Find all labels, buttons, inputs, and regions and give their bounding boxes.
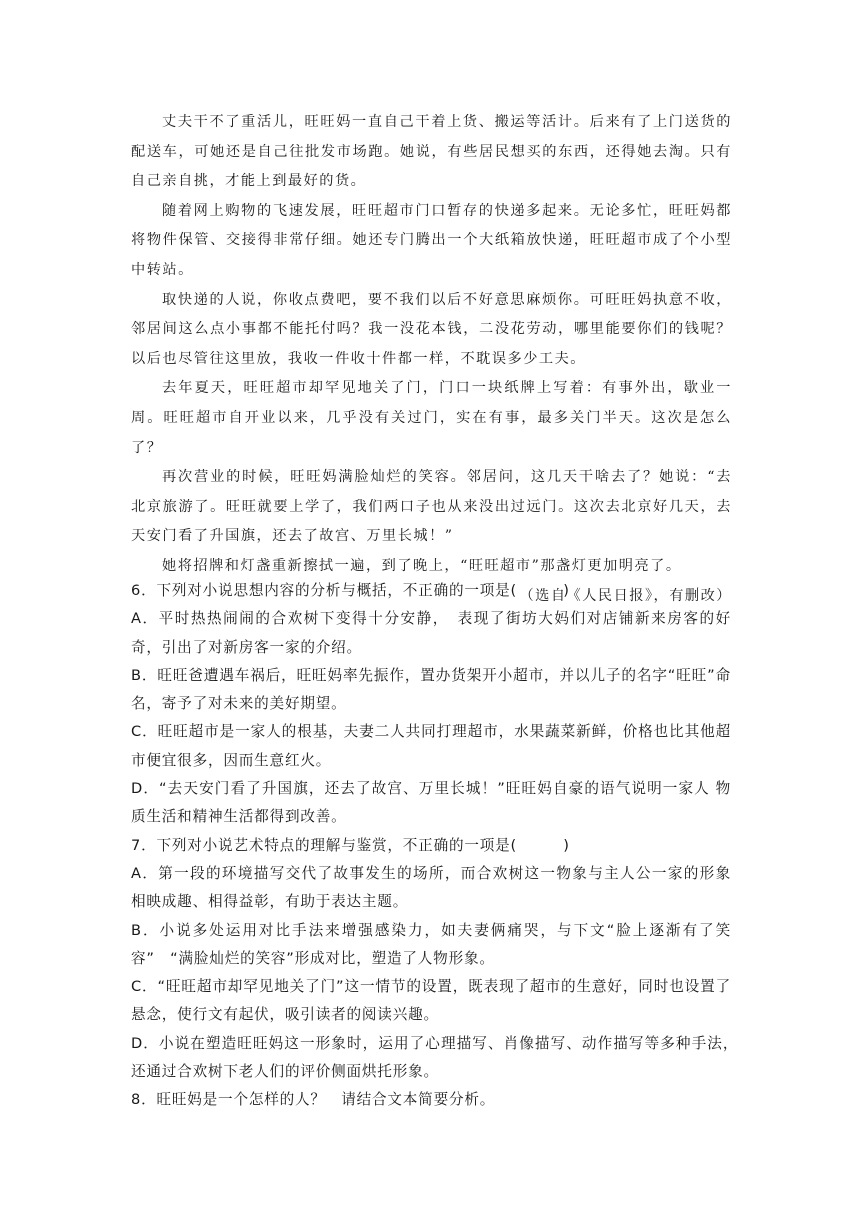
- story-text: [131, 108, 732, 611]
- story-paragraph: 丈夫干不了重活儿，旺旺妈一直自己干着上货、搬运等活计。后来有了上门送货的配送车，可她还是自己往批发市场跑。她说，有些居民想买的东西，还得她去淘。只有自己亲自挑，才能上到最好的货。: [131, 114, 732, 190]
- story-source: （选自《人民日报》，有删改）: [519, 587, 732, 604]
- question-7-option-c: C．“旺旺超市却罕见地关了门”这一情节的设置，既表现了超市的生意好，同时也设置了悬念，使行文有起伏，吸引读者的阅读兴趣。: [131, 978, 731, 1024]
- story-paragraph: 她将招牌和灯盏重新擦拭一遍，到了晚上，“旺旺超市”那盏灯更加明亮了。: [162, 557, 682, 574]
- story-paragraph: 取快递的人说，你收点费吧，要不我们以后不好意思麻烦你。可旺旺妈执意不收，邻居间这么点小事都不能托付吗？我一没花本钱，二没花劳动，哪里能要你们的钱呢？以后也尽管往这里放，我收一件收十件都一样，不耽误多少工夫。: [131, 291, 732, 367]
- question-6-option-c: C．旺旺超市是一家人的根基，夫妻二人共同打理超市，水果蔬菜新鲜，价格也比其他超市便宜很多，因而生意红火。: [131, 723, 731, 769]
- question-7-option-a: A．第一段的环境描写交代了故事发生的场所，而合欢树这一物象与主人公一家的形象 相映成趣、相得益彰，有助于表达主题。: [131, 864, 747, 911]
- questions-section: [131, 577, 747, 1115]
- question-6-option-d: D．“去天安门看了升国旗，还去了故宫、万里长城！”旺旺妈自豪的语气说明一家人 物质生活和精神生活都得到改善。: [131, 780, 731, 826]
- story-paragraph: 去年夏天，旺旺超市却罕见地关了门，门口一块纸牌上写着：有事外出，歇业一周。旺旺超市自开业以来，几乎没有关过门，实在有事，最多关门半天。这次是怎么了？: [131, 380, 732, 456]
- question-8-stem: 8．旺旺妈是一个怎样的人？ 请结合文本简要分析。: [131, 1091, 496, 1109]
- story-paragraph: 随着网上购物的飞速发展，旺旺超市门口暂存的快递多起来。无论多忙，旺旺妈都将物件保管、交接得非常仔细。她还专门腾出一个大纸箱放快递，旺旺超市成了个小型中转站。: [131, 202, 732, 278]
- question-6-stem: 6．下列对小说思想内容的分析与概括，不正确的一项是( ): [131, 582, 570, 599]
- question-7-stem: 7．下列对小说艺术特点的理解与鉴赏，不正确的一项是( ): [131, 836, 570, 854]
- question-6-option-b: B．旺旺爸遭遇车祸后，旺旺妈率先振作，置办货架开小超市，并以儿子的名字“旺旺”命名，寄予了对未来的美好期望。: [131, 666, 731, 713]
- story-paragraph: 再次营业的时候，旺旺妈满脸灿烂的笑容。邻居问，这几天干啥去了？她说：“去北京旅游了。旺旺就要上学了，我们两口子也从来没出过远门。这次去北京好几天，去天安门看了升国旗，还去了故宫、万里长城！”: [131, 469, 732, 545]
- question-6-option-a: A．平时热热闹闹的合欢树下变得十分安静， 表现了街坊大妈们对店铺新来房客的好奇，引出了对新房客一家的介绍。: [131, 610, 731, 656]
- question-7-option-d: D．小说在塑造旺旺妈这一形象时，运用了心理描写、肖像描写、动作描写等多种手法， 还通过合欢树下老人们的评价侧面烘托形象。: [131, 1034, 747, 1081]
- question-7-option-b: B．小说多处运用对比手法来增强感染力，如夫妻俩痛哭，与下文“脸上逐渐有了笑容” “满脸灿烂的笑容”形成对比，塑造了人物形象。: [131, 921, 731, 967]
